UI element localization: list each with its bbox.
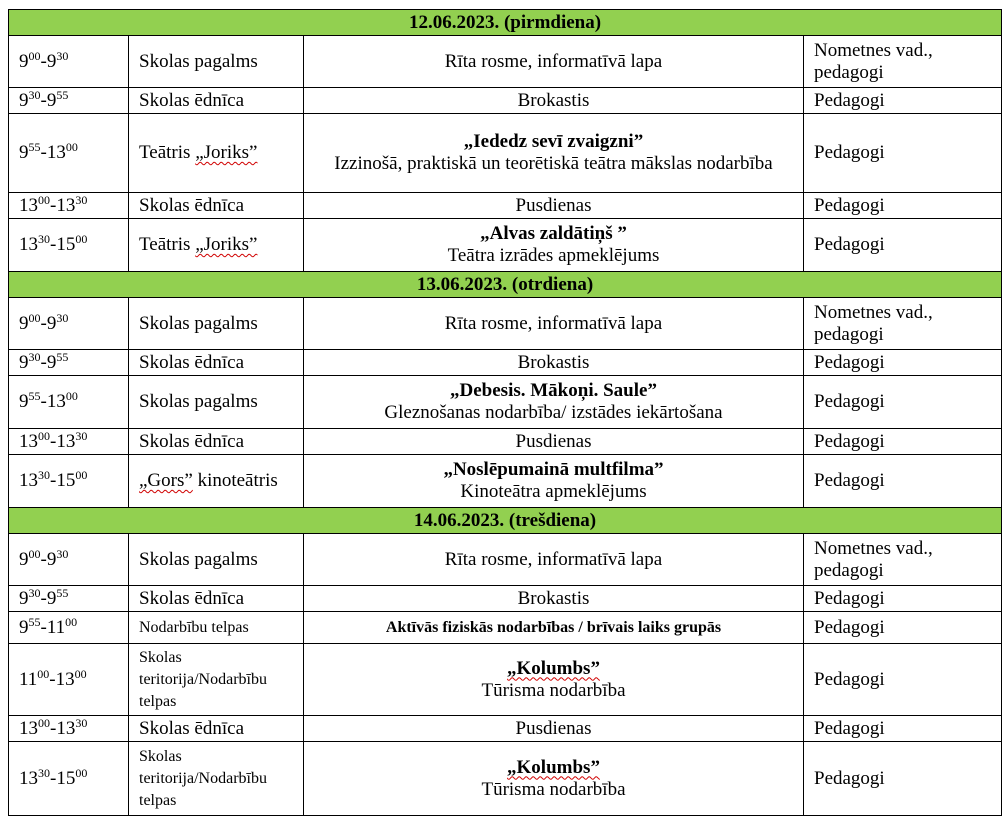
activity-cell bbox=[304, 298, 804, 350]
schedule-row bbox=[9, 298, 1002, 350]
schedule-row bbox=[9, 193, 1002, 219]
schedule-row bbox=[9, 534, 1002, 586]
activity-cell bbox=[304, 586, 804, 612]
responsible-cell: Pedagogi bbox=[804, 114, 1002, 193]
activity-title: „Noslēpumainā multfilma” bbox=[443, 459, 664, 480]
time-separator: - bbox=[49, 668, 56, 690]
place-cell bbox=[129, 716, 304, 742]
time-cell bbox=[9, 88, 129, 114]
schedule-row bbox=[9, 350, 1002, 376]
place-text: Skolas ēdnīca bbox=[139, 351, 245, 373]
place-prefix: Teātris bbox=[139, 234, 196, 255]
activity-cell bbox=[304, 36, 804, 88]
end-minute: 30 bbox=[75, 428, 88, 443]
time-separator: - bbox=[40, 142, 47, 163]
start-hour: 9 bbox=[19, 50, 29, 72]
end-minute: 55 bbox=[56, 349, 69, 364]
responsible-cell: Pedagogi bbox=[804, 350, 1002, 376]
day-header-row bbox=[9, 10, 1002, 36]
time-cell bbox=[9, 36, 129, 88]
place-cell bbox=[129, 586, 304, 612]
place-text: Skolas pagalms bbox=[139, 391, 258, 412]
time-cell bbox=[9, 742, 129, 816]
end-hour: 9 bbox=[46, 548, 57, 570]
schedule-row bbox=[9, 376, 1002, 429]
place-cell bbox=[129, 36, 304, 88]
time-separator: - bbox=[40, 391, 47, 412]
activity-cell bbox=[304, 114, 804, 193]
time-separator: - bbox=[50, 234, 57, 255]
responsible-cell: Nometnes vad., pedagogi bbox=[804, 534, 1002, 586]
place-text: Nodarbību telpas bbox=[139, 618, 249, 636]
activity-title: „Debesis. Mākoņi. Saule” bbox=[450, 380, 657, 401]
activity-description: Rīta rosme, informatīvā lapa bbox=[444, 50, 663, 72]
end-minute: 00 bbox=[75, 765, 88, 780]
responsible-cell: Pedagogi bbox=[804, 219, 1002, 272]
schedule-table bbox=[8, 9, 1002, 816]
place-cell bbox=[129, 88, 304, 114]
place-cell bbox=[129, 534, 304, 586]
place-text: Skolas ēdnīca bbox=[139, 89, 245, 111]
responsible-cell: Pedagogi bbox=[804, 716, 1002, 742]
activity-description: Brokastis bbox=[517, 587, 590, 609]
start-hour: 9 bbox=[19, 548, 29, 570]
activity-cell bbox=[304, 534, 804, 586]
place-cell bbox=[129, 429, 304, 455]
activity-title: „Iededz sevī zvaigzni” bbox=[463, 131, 644, 152]
start-minute: 55 bbox=[28, 140, 41, 154]
time-separator: - bbox=[40, 587, 47, 609]
place-cell bbox=[129, 376, 304, 429]
time-cell bbox=[9, 612, 129, 644]
activity-description: Brokastis bbox=[517, 89, 590, 111]
activity-cell bbox=[304, 716, 804, 742]
schedule-row bbox=[9, 586, 1002, 612]
start-hour: 9 bbox=[19, 351, 29, 373]
place-text: Skolas pagalms bbox=[139, 50, 258, 72]
place-text: Skolas pagalms bbox=[139, 312, 258, 334]
activity-description: Rīta rosme, informatīvā lapa bbox=[444, 548, 663, 570]
time-separator: - bbox=[50, 717, 57, 739]
end-minute: 30 bbox=[75, 715, 88, 730]
schedule-row bbox=[9, 455, 1002, 508]
activity-description: Kinoteātra apmeklējums bbox=[460, 481, 647, 502]
activity-cell bbox=[304, 612, 804, 644]
day-header: 12.06.2023. (pirmdiena) bbox=[9, 10, 1002, 36]
activity-title: „Alvas zaldātiņš ” bbox=[480, 223, 627, 244]
end-minute: 55 bbox=[56, 87, 69, 102]
end-hour: 11 bbox=[46, 616, 66, 638]
activity-title: „Kolumbs” bbox=[507, 756, 600, 778]
schedule-row bbox=[9, 36, 1002, 88]
start-hour: 13 bbox=[19, 717, 38, 739]
start-hour: 13 bbox=[19, 234, 38, 255]
start-minute: 00 bbox=[28, 48, 41, 63]
start-minute: 55 bbox=[28, 389, 41, 403]
time-separator: - bbox=[50, 430, 57, 452]
start-hour: 13 bbox=[19, 430, 38, 452]
place-cell bbox=[129, 219, 304, 272]
responsible-cell: Pedagogi bbox=[804, 586, 1002, 612]
responsible-cell: Pedagogi bbox=[804, 429, 1002, 455]
activity-cell bbox=[304, 455, 804, 508]
place-text: Skolas ēdnīca bbox=[139, 194, 245, 216]
activity-cell bbox=[304, 219, 804, 272]
time-cell bbox=[9, 716, 129, 742]
time-cell bbox=[9, 429, 129, 455]
start-hour: 13 bbox=[19, 767, 38, 789]
start-minute: 30 bbox=[38, 765, 50, 780]
end-minute: 00 bbox=[65, 140, 78, 154]
activity-description: Pusdienas bbox=[515, 430, 592, 452]
end-minute: 00 bbox=[75, 468, 88, 482]
start-hour: 9 bbox=[19, 391, 29, 412]
start-hour: 13 bbox=[19, 194, 38, 216]
end-minute: 55 bbox=[56, 585, 69, 600]
start-minute: 00 bbox=[28, 546, 41, 561]
end-hour: 15 bbox=[56, 767, 76, 789]
place-text: Skolas pagalms bbox=[139, 548, 258, 570]
activity-cell bbox=[304, 193, 804, 219]
place-cell bbox=[129, 742, 304, 816]
activity-description: Tūrisma nodarbība bbox=[481, 679, 626, 701]
place-text: Skolas ēdnīca bbox=[139, 717, 245, 739]
schedule-row bbox=[9, 644, 1002, 716]
start-minute: 30 bbox=[28, 349, 41, 364]
responsible-cell: Pedagogi bbox=[804, 612, 1002, 644]
place-cell bbox=[129, 644, 304, 716]
time-separator: - bbox=[40, 548, 47, 570]
end-minute: 00 bbox=[75, 232, 88, 246]
place-cell bbox=[129, 193, 304, 219]
end-minute: 00 bbox=[74, 666, 87, 681]
time-separator: - bbox=[50, 470, 57, 491]
end-hour: 13 bbox=[55, 668, 75, 690]
responsible-cell: Pedagogi bbox=[804, 193, 1002, 219]
end-hour: 9 bbox=[46, 312, 57, 334]
activity-description: Rīta rosme, informatīvā lapa bbox=[444, 312, 663, 334]
start-minute: 30 bbox=[38, 232, 50, 246]
time-cell bbox=[9, 644, 129, 716]
end-hour: 15 bbox=[56, 470, 76, 491]
schedule-body bbox=[9, 10, 1002, 816]
place-name: „Joriks” bbox=[195, 234, 258, 255]
place-cell bbox=[129, 298, 304, 350]
start-minute: 00 bbox=[38, 428, 50, 443]
activity-cell bbox=[304, 742, 804, 816]
end-hour: 13 bbox=[56, 430, 76, 452]
time-cell bbox=[9, 350, 129, 376]
start-hour: 9 bbox=[19, 142, 29, 163]
activity-title: Aktīvās fiziskās nodarbības / brīvais laiks grupās bbox=[385, 618, 722, 636]
responsible-cell: Pedagogi bbox=[804, 742, 1002, 816]
end-minute: 00 bbox=[65, 614, 78, 629]
end-minute: 30 bbox=[56, 310, 69, 325]
activity-description: Izzinošā, praktiskā un teorētiskā teātra mākslas nodarbība bbox=[334, 153, 773, 174]
activity-cell bbox=[304, 376, 804, 429]
place-suffix: kinoteātris bbox=[192, 470, 278, 491]
time-cell bbox=[9, 534, 129, 586]
start-minute: 30 bbox=[28, 585, 41, 600]
start-minute: 00 bbox=[38, 192, 50, 207]
time-cell bbox=[9, 114, 129, 193]
schedule-row bbox=[9, 742, 1002, 816]
schedule-row bbox=[9, 88, 1002, 114]
schedule-row bbox=[9, 716, 1002, 742]
end-hour: 13 bbox=[46, 391, 66, 412]
time-cell bbox=[9, 298, 129, 350]
activity-cell bbox=[304, 644, 804, 716]
day-header-row bbox=[9, 272, 1002, 298]
schedule-row bbox=[9, 612, 1002, 644]
activity-description: Teātra izrādes apmeklējums bbox=[447, 245, 660, 266]
time-separator: - bbox=[40, 616, 47, 638]
activity-cell bbox=[304, 350, 804, 376]
place-prefix: Teātris bbox=[139, 142, 196, 163]
day-header-row bbox=[9, 508, 1002, 534]
time-cell bbox=[9, 376, 129, 429]
time-cell bbox=[9, 193, 129, 219]
start-hour: 9 bbox=[19, 587, 29, 609]
activity-description: Pusdienas bbox=[515, 717, 592, 739]
time-cell bbox=[9, 586, 129, 612]
responsible-cell: Nometnes vad., pedagogi bbox=[804, 36, 1002, 88]
start-minute: 00 bbox=[28, 310, 41, 325]
responsible-cell: Pedagogi bbox=[804, 88, 1002, 114]
time-separator: - bbox=[50, 767, 57, 789]
start-hour: 9 bbox=[19, 616, 29, 638]
end-hour: 13 bbox=[56, 717, 76, 739]
place-text: Skolas teritorija/Nodarbību telpas bbox=[139, 747, 267, 809]
day-header: 13.06.2023. (otrdiena) bbox=[9, 272, 1002, 298]
responsible-cell: Nometnes vad., pedagogi bbox=[804, 298, 1002, 350]
start-minute: 30 bbox=[28, 87, 41, 102]
end-hour: 15 bbox=[56, 234, 76, 255]
place-text: Skolas ēdnīca bbox=[139, 430, 245, 452]
responsible-cell: Pedagogi bbox=[804, 455, 1002, 508]
responsible-cell: Pedagogi bbox=[804, 644, 1002, 716]
schedule-row bbox=[9, 219, 1002, 272]
day-header: 14.06.2023. (trešdiena) bbox=[9, 508, 1002, 534]
place-text: Skolas teritorija/Nodarbību telpas bbox=[139, 648, 267, 710]
end-hour: 9 bbox=[46, 587, 57, 609]
activity-cell bbox=[304, 88, 804, 114]
end-minute: 30 bbox=[56, 48, 69, 63]
start-minute: 00 bbox=[37, 666, 50, 681]
time-separator: - bbox=[40, 351, 47, 373]
place-cell bbox=[129, 612, 304, 644]
activity-title: „Kolumbs” bbox=[507, 657, 600, 679]
activity-description: Pusdienas bbox=[515, 194, 592, 216]
start-hour: 13 bbox=[19, 470, 38, 491]
time-cell bbox=[9, 455, 129, 508]
end-hour: 9 bbox=[46, 89, 57, 111]
schedule-row bbox=[9, 429, 1002, 455]
place-cell bbox=[129, 114, 304, 193]
start-hour: 9 bbox=[19, 312, 29, 334]
start-minute: 30 bbox=[38, 468, 50, 482]
activity-description: Brokastis bbox=[517, 351, 590, 373]
time-separator: - bbox=[50, 194, 57, 216]
place-name: „Joriks” bbox=[195, 142, 258, 163]
time-separator: - bbox=[40, 312, 47, 334]
place-cell bbox=[129, 455, 304, 508]
end-hour: 13 bbox=[56, 194, 76, 216]
activity-description: Gleznošanas nodarbība/ izstādes iekārtošana bbox=[384, 402, 723, 423]
activity-description: Tūrisma nodarbība bbox=[481, 778, 626, 800]
time-separator: - bbox=[40, 50, 47, 72]
responsible-cell: Pedagogi bbox=[804, 376, 1002, 429]
start-hour: 11 bbox=[19, 668, 38, 690]
end-hour: 9 bbox=[46, 50, 57, 72]
end-hour: 13 bbox=[46, 142, 66, 163]
time-cell bbox=[9, 219, 129, 272]
start-hour: 9 bbox=[19, 89, 29, 111]
end-minute: 30 bbox=[75, 192, 88, 207]
start-minute: 55 bbox=[28, 614, 41, 629]
end-hour: 9 bbox=[46, 351, 57, 373]
end-minute: 00 bbox=[65, 389, 78, 403]
end-minute: 30 bbox=[56, 546, 69, 561]
place-name: „Gors” bbox=[139, 470, 193, 491]
time-separator: - bbox=[40, 89, 47, 111]
start-minute: 00 bbox=[38, 715, 50, 730]
place-text: Skolas ēdnīca bbox=[139, 587, 245, 609]
place-cell bbox=[129, 350, 304, 376]
activity-cell bbox=[304, 429, 804, 455]
schedule-row bbox=[9, 114, 1002, 193]
